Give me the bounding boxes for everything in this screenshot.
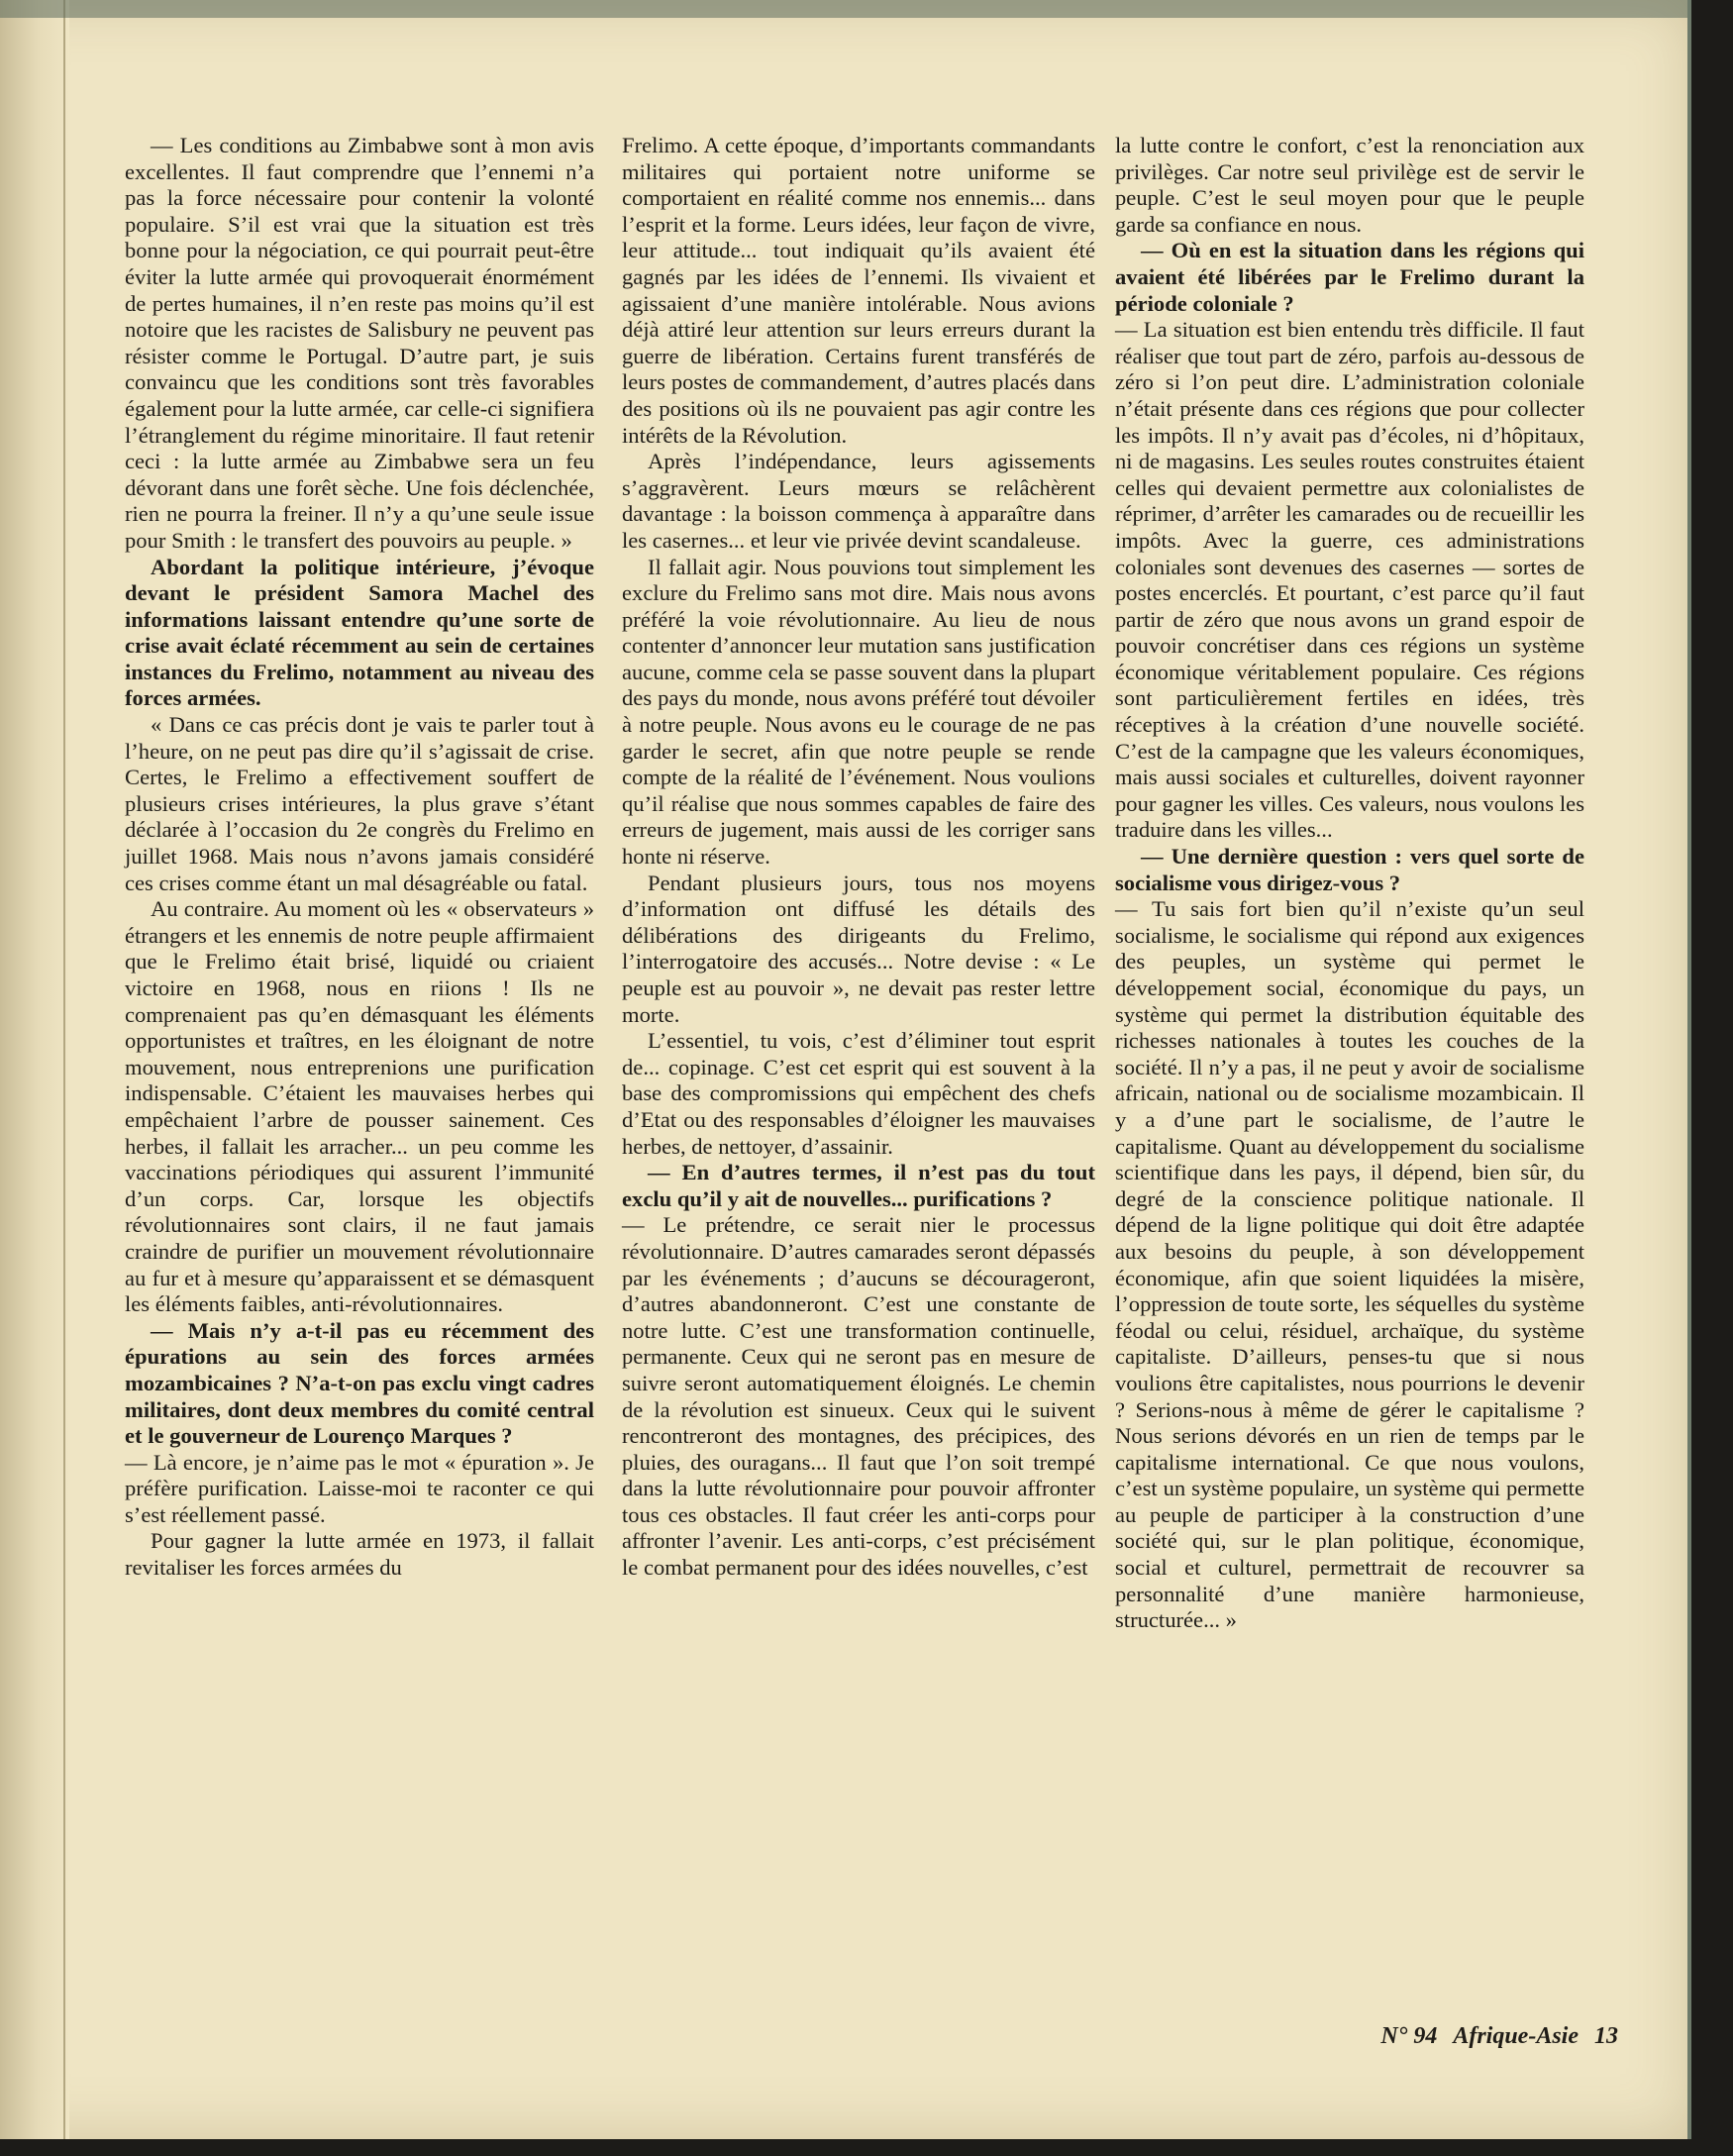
interview-answer: — Là encore, je n’aime pas le mot « épuration ». Je préfère purification. Laisse-moi te raconter ce qui s’est réellement passé. bbox=[125, 1449, 594, 1527]
page-footer bbox=[1321, 2023, 1618, 2050]
interview-question: Abordant la politique intérieure, j’évoque devant le président Samora Machel des informations laissant entendre qu’une sorte de crise avait éclaté récemment au sein de certaines instances du Frelimo, notamment au niveau des forces armées. bbox=[125, 554, 594, 711]
interview-answer: — La situation est bien entendu très difficile. Il faut réaliser que tout part de zéro, parfois au-dessous de zéro si l’on peut dire. L’administration coloniale n’était présente dans ces régions que pour collecter les impôts. Il n’y avait pas d’écoles, ni d’hôpitaux, ni de magasins. Les seules routes construites étaient celles qui devaient permettre aux colonialistes de réprimer, d’arrêter les camarades ou de recueillir les impôts. Avec la guerre, ces administrations coloniales sont devenues des casernes — sortes de postes encerclés. Et pourtant, c’est parce qu’il faut partir de zéro que nous avons un grand espoir de pouvoir concrétiser dans ces régions un système économique véritablement populaire. Ces régions sont particulièrement fertiles en idées, très réceptives à la création d’une nouvelle société. C’est de la campagne que les valeurs économiques, mais aussi sociales et culturelles, doivent rayonner pour gagner les villes. Ces valeurs, nous voulons les traduire dans les villes... bbox=[1115, 317, 1584, 843]
issue-number: N° 94 bbox=[1380, 2023, 1438, 2049]
interview-answer: — Le prétendre, ce serait nier le processus révolutionnaire. D’autres camarades seront dépassés par les événements ; d’aucuns se décourageront, d’autres abandonneront. C’est une constante de notre lutte. C’est une transformation continuelle, permanente. Ceux qui ne seront pas en mesure de suivre seront automatiquement éloignés. Le chemin de la révolution est sinueux. Ceux qui le suivent rencontreront des montagnes, des précipices, des pluies, des ouragans... Il faut que l’on soit trempé dans la lutte révolutionnaire pour pouvoir affronter tous ces obstacles. Il faut créer les anti-corps pour affronter l’avenir. Les anti-corps, c’est précisément le combat permanent pour des idées nouvelles, c’est bbox=[622, 1212, 1095, 1581]
interview-answer: Après l’indépendance, leurs agissements s’aggravèrent. Leurs mœurs se relâchèrent davantage : la boisson commença à apparaître dans les casernes... et leur vie privée devint scandaleuse. bbox=[622, 449, 1095, 553]
interview-answer: — Les conditions au Zimbabwe sont à mon avis excellentes. Il faut comprendre que l’ennemi n’a pas la force nécessaire pour contenir la volonté populaire. S’il est vrai que la situation est très bonne pour la négociation, ce qui pourrait peut-être éviter la lutte armée qui provoquerait énormément de pertes humaines, il n’en reste pas moins qu’il est notoire que les racistes de Salisbury ne peuvent pas résister comme le Portugal. D’autre part, je suis convaincu que les conditions sont très favorables également pour la lutte armée, car celle-ci signifiera l’étranglement du régime minoritaire. Il faut retenir ceci : la lutte armée au Zimbabwe sera un feu dévorant dans une forêt sèche. Une fois déclenchée, rien ne pourra la freiner. Il n’y a qu’une seule issue pour Smith : le transfert des pouvoirs au peuple. » bbox=[125, 133, 594, 553]
interview-answer: la lutte contre le confort, c’est la renonciation aux privilèges. Car notre seul privilège est de servir le peuple. C’est le seul moyen pour que le peuple garde sa confiance en nous. bbox=[1115, 133, 1584, 237]
interview-question: — Où en est la situation dans les régions qui avaient été libérées par le Frelimo durant la période coloniale ? bbox=[1115, 238, 1584, 316]
interview-question: — En d’autres termes, il n’est pas du tout exclu qu’il y ait de nouvelles... purifications ? bbox=[622, 1160, 1095, 1211]
interview-answer: Frelimo. A cette époque, d’importants commandants militaires qui portaient notre uniforme se comportaient en réalité comme nos ennemis... dans l’esprit et la forme. Leurs idées, leur façon de vivre, leur attitude... tout indiquait qu’ils avaient été gagnés par les idées de l’ennemi. Ils vivaient et agissaient d’une manière intolérable. Nous avions déjà attiré leur attention sur leurs erreurs durant la guerre de libération. Certains furent transférés de leurs postes de commandement, d’autres placés dans des positions où ils ne pouvaient pas agir contre les intérêts de la Révolution. bbox=[622, 133, 1095, 448]
binding-crease bbox=[63, 0, 65, 2139]
interview-answer: Pendant plusieurs jours, tous nos moyens d’information ont diffusé les détails des délibérations des dirigeants du Frelimo, l’interrogatoire des accusés... Notre devise : « Le peuple est au pouvoir », ne devait pas rester lettre morte. bbox=[622, 870, 1095, 1027]
top-edge bbox=[0, 0, 1691, 18]
interview-answer: Il fallait agir. Nous pouvions tout simplement les exclure du Frelimo sans mot dire. Mais nous avons préféré la voie révolutionnaire. Au lieu de nous contenter d’annoncer leur mutation sans justification aucune, comme cela se passe souvent dans la plupart des pays du monde, nous avons préféré tout dévoiler à notre peuple. Nous avons eu le courage de ne pas garder le secret, afin que notre peuple se rende compte de la réalité de l’événement. Nous voulions qu’il réalise que nous sommes capables de faire des erreurs de jugement, mais aussi de les corriger sans honte ni réserve. bbox=[622, 554, 1095, 870]
magazine-name: Afrique-Asie bbox=[1453, 2023, 1579, 2049]
interview-question: — Mais n’y a-t-il pas eu récemment des épurations au sein des forces armées mozambicaines ? N’a-t-on pas exclu vingt cadres militaires, dont deux membres du comité central et le gouverneur de Lourenço Marques ? bbox=[125, 1317, 594, 1449]
page-number: 13 bbox=[1594, 2023, 1618, 2049]
interview-answer: Au contraire. Au moment où les « observateurs » étrangers et les ennemis de notre peuple affirmaient que le Frelimo était brisé, liquidé ou criaient victoire en 1968, nous en riions ! Ils ne comprenaient pas qu’en démasquant les éléments opportunistes et traîtres, en les éloignant de notre mouvement, nous entreprenions une purification indispensable. C’étaient les mauvaises herbes qui empêchaient l’arbre de pousser sainement. Ces herbes, il fallait les arracher... un peu comme les vaccinations périodiques qui assurent l’immunité d’un corps. Car, lorsque les objectifs révolutionnaires sont clairs, il ne faut jamais craindre de purifier un mouvement révolutionnaire au fur et à mesure qu’apparaissent et se démasquent les éléments faibles, anti-révolutionnaires. bbox=[125, 896, 594, 1317]
interview-answer: Pour gagner la lutte armée en 1973, il fallait revitaliser les forces armées du bbox=[125, 1528, 594, 1581]
interview-question: — Une dernière question : vers quel sorte de socialisme vous dirigez-vous ? bbox=[1115, 844, 1584, 895]
interview-answer: — Tu sais fort bien qu’il n’existe qu’un seul socialisme, le socialisme qui répond aux exigences des peuples, un système qui permet le développement social, économique du pays, un système qui permet la distribution équitable des richesses nationales à toutes les couches de la société. Il n’y a pas, il ne peut y avoir de socialisme africain, national ou de socialisme mozambicain. Il y a d’une part le socialisme, de l’autre le capitalisme. Quant au développement du socialisme scientifique dans les pays, il dépend, bien sûr, du degré de la conscience politique nationale. Il dépend de la ligne politique qui doit être adaptée aux besoins du peuple, à son développement économique, afin que soient liquidées la misère, l’oppression de toute sorte, les séquelles du système féodal ou celui, résiduel, archaïque, du système capitaliste. D’ailleurs, penses-tu que si nous voulions être capitalistes, nous pourrions le devenir ? Serions-nous à même de gérer le capitalisme ? Nous serions dévorés en un rien de temps par le capitalisme international. Ce que nous voulons, c’est un système populaire, un système qui permette au peuple de participer à la construction d’une société qui, sur le plan politique, économique, social et culturel, permettrait de recouvrer sa personnalité d’une manière harmonieuse, structurée... » bbox=[1115, 896, 1584, 1633]
text-column-3 bbox=[1115, 133, 1584, 1634]
text-column-2 bbox=[622, 133, 1095, 1582]
text-column-1 bbox=[125, 133, 594, 1582]
interview-answer: L’essentiel, tu vois, c’est d’éliminer tout esprit de... copinage. C’est cet esprit qui est souvent à la base des compromissions qui empêchent des chefs d’Etat ou des responsables d’éloigner les mauvaises herbes, de nettoyer, d’assainir. bbox=[622, 1028, 1095, 1159]
binding-fold bbox=[0, 0, 69, 2139]
right-edge bbox=[1687, 0, 1691, 2139]
interview-answer: « Dans ce cas précis dont je vais te parler tout à l’heure, on ne peut pas dire qu’il s’agissait de crise. Certes, le Frelimo a effectivement souffert de plusieurs crises intérieures, la plus grave s’étant déclarée à l’occasion du 2e congrès du Frelimo en juillet 1968. Mais nous n’avons jamais considéré ces crises comme étant un mal désagréable ou fatal. bbox=[125, 712, 594, 895]
